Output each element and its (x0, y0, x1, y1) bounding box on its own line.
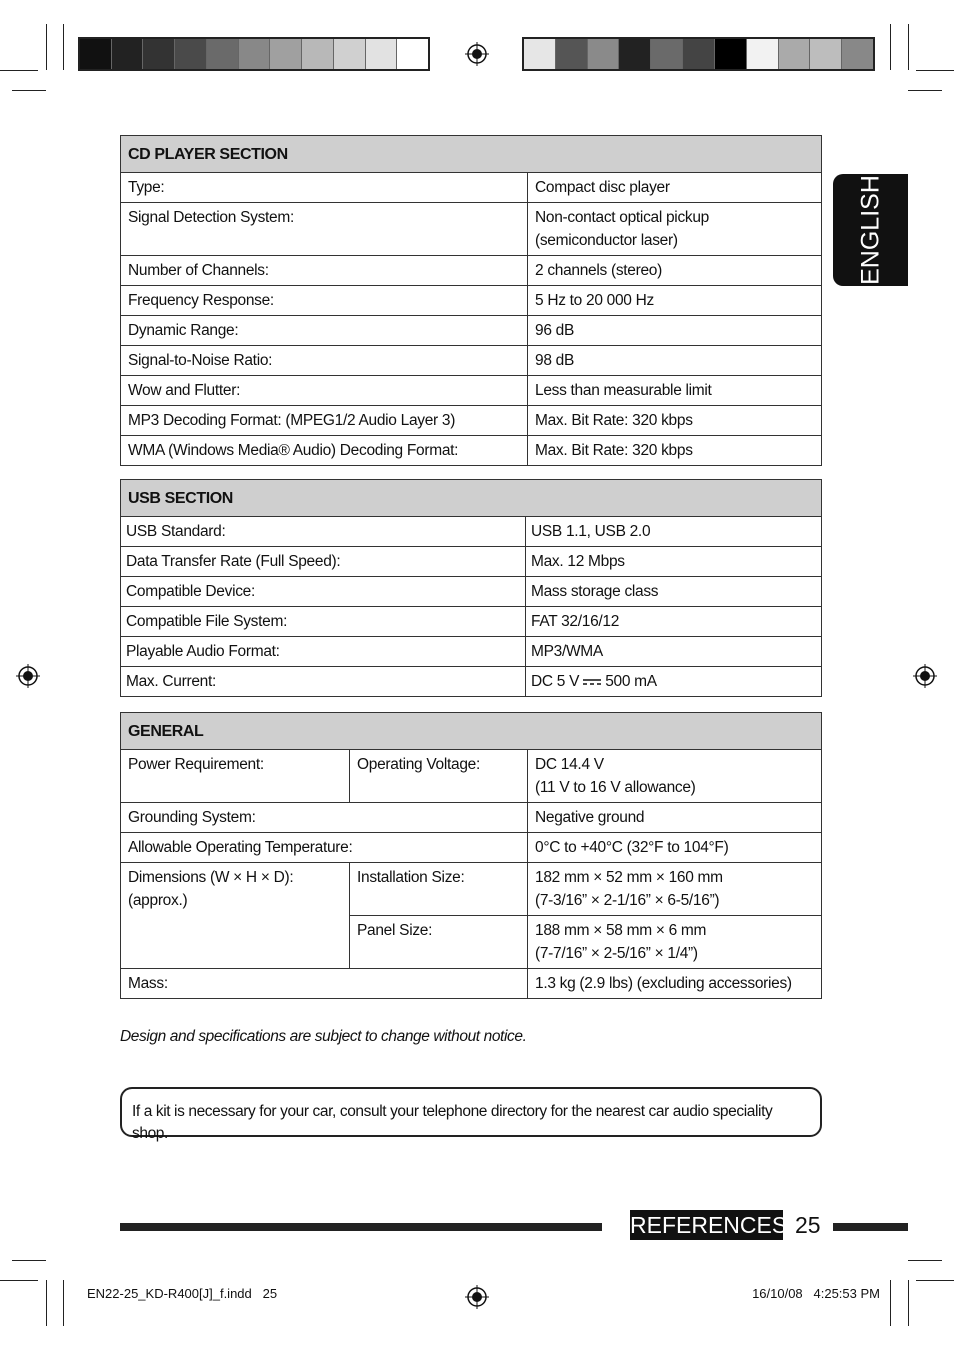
spec-value (528, 750, 822, 803)
spec-sublabel: Installation Size: (350, 863, 528, 916)
print-timestamp: 16/10/08 4:25:53 PM (752, 1286, 880, 1301)
section-header: GENERAL (121, 713, 822, 750)
table-row (121, 547, 822, 577)
spec-value: 2 channels (stereo) (528, 256, 822, 286)
table-row (121, 667, 822, 697)
crop-mark (46, 1280, 47, 1326)
spec-label: Playable Audio Format: (121, 637, 526, 667)
specification-notice: Design and specifications are subject to change without notice. (120, 1028, 527, 1045)
spec-value-line: (11 V to 16 V allowance) (535, 779, 696, 796)
spec-value (526, 667, 822, 697)
spec-value (528, 916, 822, 969)
spec-label: WMA (Windows Media® Audio) Decoding Format: (121, 436, 528, 466)
spec-sublabel: Operating Voltage: (350, 750, 528, 803)
crop-mark (890, 24, 891, 70)
spec-label: Compatible Device: (121, 577, 526, 607)
table-row (121, 607, 822, 637)
color-swatch (715, 39, 747, 69)
spec-label: USB Standard: (121, 517, 526, 547)
color-swatch (334, 39, 366, 69)
spec-label: MP3 Decoding Format: (MPEG1/2 Audio Layer 3) (121, 406, 528, 436)
spec-label: Signal-to-Noise Ratio: (121, 346, 528, 376)
language-tab-label: ENGLISH (856, 175, 884, 285)
spec-value: 0°C to +40°C (32°F to 104°F) (528, 833, 822, 863)
spec-value: MP3/WMA (526, 637, 822, 667)
spec-value-line: 182 mm × 52 mm × 160 mm (535, 869, 723, 886)
table-row (121, 863, 822, 916)
spec-value: 5 Hz to 20 000 Hz (528, 286, 822, 316)
color-swatch (619, 39, 651, 69)
table-row (121, 577, 822, 607)
crop-mark (908, 24, 909, 70)
spec-value: 96 dB (528, 316, 822, 346)
crop-mark (908, 1280, 909, 1326)
spec-value: Max. 12 Mbps (526, 547, 822, 577)
table-row (121, 517, 822, 547)
general-spec-table (120, 712, 822, 999)
crop-mark (908, 90, 942, 91)
dc-symbol-icon (583, 677, 601, 687)
spec-label: Frequency Response: (121, 286, 528, 316)
spec-label: Signal Detection System: (121, 203, 528, 256)
table-row (121, 750, 822, 803)
table-row (121, 286, 822, 316)
color-swatch (143, 39, 175, 69)
registration-mark-icon (16, 664, 40, 688)
color-swatch (112, 39, 144, 69)
section-header: CD PLAYER SECTION (121, 136, 822, 173)
spec-value: Max. Bit Rate: 320 kbps (528, 436, 822, 466)
table-row (121, 346, 822, 376)
spec-label: Compatible File System: (121, 607, 526, 637)
spec-label: Power Requirement: (121, 750, 350, 803)
spec-value: FAT 32/16/12 (526, 607, 822, 637)
table-row (121, 376, 822, 406)
spec-label: Mass: (121, 969, 528, 999)
color-swatch (779, 39, 811, 69)
crop-mark (12, 90, 46, 91)
spec-value: Max. Bit Rate: 320 kbps (528, 406, 822, 436)
footer-rule (120, 1223, 602, 1231)
section-header: USB SECTION (121, 480, 822, 517)
spec-value-line: 188 mm × 58 mm × 6 mm (535, 922, 707, 939)
spec-value (528, 203, 822, 256)
color-swatch (556, 39, 588, 69)
spec-sublabel: Panel Size: (350, 916, 528, 969)
color-swatch (175, 39, 207, 69)
color-swatch (842, 39, 873, 69)
crop-mark (916, 1280, 954, 1281)
table-row (121, 803, 822, 833)
color-swatch (747, 39, 779, 69)
color-swatch (366, 39, 398, 69)
registration-mark-icon (913, 664, 937, 688)
kit-notice-box (120, 1087, 822, 1142)
color-swatch (80, 39, 112, 69)
table-row (121, 406, 822, 436)
spec-value: Less than measurable limit (528, 376, 822, 406)
table-row (121, 316, 822, 346)
spec-value-line: Non-contact optical pickup (535, 209, 709, 226)
table-row (121, 173, 822, 203)
crop-mark (12, 1260, 46, 1261)
spec-value-line: (semiconductor laser) (535, 232, 678, 249)
page-number: 25 (795, 1212, 821, 1238)
crop-mark (63, 24, 64, 70)
table-row (121, 256, 822, 286)
registration-mark-icon (465, 1285, 489, 1309)
registration-mark-icon (465, 42, 489, 66)
spec-value: 1.3 kg (2.9 lbs) (excluding accessories) (528, 969, 822, 999)
color-swatch (207, 39, 239, 69)
spec-value: Mass storage class (526, 577, 822, 607)
spec-value: 98 dB (528, 346, 822, 376)
table-row (121, 637, 822, 667)
spec-value-suffix: 500 mA (605, 673, 657, 690)
spec-value-line: (7-3/16” × 2-1/16” × 6-5/16”) (535, 892, 720, 909)
cd-player-spec-table (120, 135, 822, 466)
crop-mark (46, 24, 47, 70)
table-row (121, 833, 822, 863)
file-slug: EN22-25_KD-R400[J]_f.indd 25 (87, 1286, 278, 1301)
spec-label: Data Transfer Rate (Full Speed): (121, 547, 526, 577)
table-row (121, 436, 822, 466)
crop-mark (0, 1280, 38, 1281)
color-swatch (397, 39, 428, 69)
color-calibration-bar-left (78, 37, 430, 71)
spec-label: Wow and Flutter: (121, 376, 528, 406)
color-calibration-bar-right (522, 37, 875, 71)
spec-value (528, 863, 822, 916)
spec-value: USB 1.1, USB 2.0 (526, 517, 822, 547)
crop-mark (916, 70, 954, 71)
spec-value-line: (7-7/16” × 2-5/16” × 1/4”) (535, 945, 698, 962)
spec-label: Number of Channels: (121, 256, 528, 286)
color-swatch (270, 39, 302, 69)
spec-value: Compact disc player (528, 173, 822, 203)
color-swatch (239, 39, 271, 69)
language-tab (833, 174, 908, 286)
spec-label: Allowable Operating Temperature: (121, 833, 528, 863)
usb-spec-table (120, 479, 822, 697)
spec-label: Max. Current: (121, 667, 526, 697)
table-row (121, 203, 822, 256)
color-swatch (810, 39, 842, 69)
footer-rule (833, 1223, 908, 1231)
color-swatch (683, 39, 715, 69)
spec-label: Type: (121, 173, 528, 203)
crop-mark (908, 1260, 942, 1261)
color-swatch (302, 39, 334, 69)
color-swatch (524, 39, 556, 69)
spec-value-prefix: DC 5 V (531, 673, 580, 690)
crop-mark (0, 70, 38, 71)
color-swatch (651, 39, 683, 69)
spec-label: Dimensions (W × H × D): (approx.) (121, 863, 350, 969)
section-label: REFERENCES (630, 1212, 788, 1238)
crop-mark (63, 1280, 64, 1326)
spec-value-line: DC 14.4 V (535, 756, 604, 773)
spec-value: Negative ground (528, 803, 822, 833)
crop-mark (890, 1280, 891, 1326)
kit-notice-text: If a kit is necessary for your car, consult your telephone directory for the nearest car audio speciality shop. (132, 1103, 773, 1142)
table-row (121, 969, 822, 999)
spec-label: Dynamic Range: (121, 316, 528, 346)
spec-label: Grounding System: (121, 803, 528, 833)
color-swatch (588, 39, 620, 69)
